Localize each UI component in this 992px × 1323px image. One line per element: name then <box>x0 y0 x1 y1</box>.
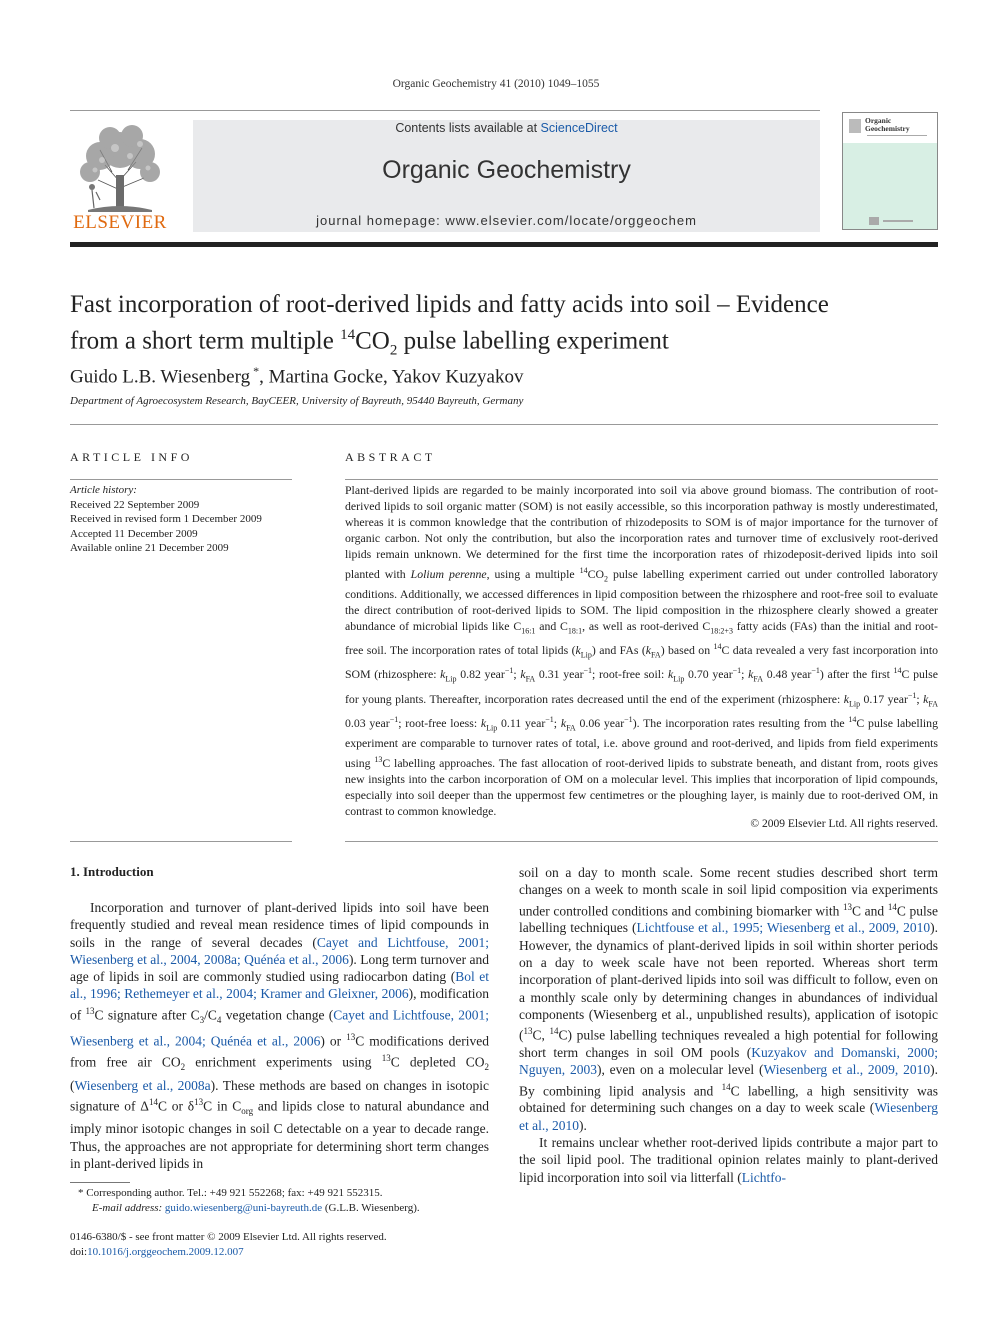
history-online: Available online 21 December 2009 <box>70 542 229 554</box>
abstract-rule <box>345 479 938 480</box>
doi-line <box>70 1245 490 1260</box>
title-line-2-prefix: from a short term multiple <box>70 327 341 355</box>
title-line-2-suffix: pulse labelling experiment <box>397 327 669 355</box>
cover-rule <box>867 135 927 136</box>
footnote-email-line <box>70 1201 490 1216</box>
author-list <box>70 364 930 388</box>
corresponding-mark[interactable]: * <box>250 364 260 378</box>
cover-publisher-mark <box>883 220 913 222</box>
header-bottom-rule <box>70 242 938 247</box>
title-divider <box>70 424 938 425</box>
contents-prefix: Contents lists available at <box>395 121 541 135</box>
title-line-1: Fast incorporation of root-derived lipids and fatty acids into soil – Evidence <box>70 291 829 318</box>
cover-title: Organic Geochemistry <box>865 116 910 133</box>
body-column-right <box>519 864 938 1186</box>
doi-link[interactable]: 10.1016/j.orggeochem.2009.12.007 <box>87 1245 244 1258</box>
title-subscript: 2 <box>389 342 398 359</box>
homepage-url[interactable]: www.elsevier.com/locate/orggeochem <box>445 213 697 228</box>
email-link[interactable]: guido.wiesenberg@uni-bayreuth.de <box>164 1201 323 1214</box>
footnote-corresponding: * Corresponding author. Tel.: +49 921 552268; fax: +49 921 552315. <box>78 1187 383 1199</box>
article-info-heading: ARTICLE INFO <box>70 450 193 464</box>
journal-cover-thumbnail <box>842 112 938 230</box>
abstract-bottom-rule <box>345 841 938 842</box>
body-column-left <box>70 899 489 1172</box>
article-info-rule <box>70 479 292 480</box>
title-co: CO <box>355 327 390 355</box>
email-label: E-mail address: <box>92 1201 165 1214</box>
history-received: Received 22 September 2009 <box>70 498 200 511</box>
journal-reference: Organic Geochemistry 41 (2010) 1049–1055 <box>392 78 600 90</box>
history-title: Article history: <box>70 484 137 496</box>
email-suffix: (G.L.B. Wiesenberg). <box>322 1201 420 1214</box>
article-history <box>70 483 292 556</box>
intro-paragraph-1: Incorporation and turnover of plant-derived lipids into soil have been frequently studied and reveal mean residence times of lipid compounds in soils in the range of several decades (Cayet and Lichtfouse, 2001; Wiesenberg et al., 2004, 2008a; Quénéa et al., 2006). Long term turnover and age of lipids in soil are commonly studied using radiocarbon dating (Bol et al., 1996; Rethemeyer et al., 2004; Kramer and Gleixner, 2006), modification of $^{13}$C signature after $C_3/C_4$ vegetation change (Cayet and Lichtfouse, 2001; Wiesenberg et al., 2004; Quénéa et al., 2006) or $^{13}$C modifications derived from free air $CO_2$ enrichment experiments using $^{13}$C depleted $CO_2$ (Wiesenberg et al., 2008a). These methods are based on changes in isotopic signature of $\Delta^{14}C$ or $\delta^{13}C$ in $C_{org}$ and lipids close to natural abundance and imply minor isotopic changes in soil C detectable on a year to decade range. Thus, the approaches are not appropriate for determining short term changes in plant-derived lipids in <box>70 900 490 1171</box>
publication-meta <box>70 1230 490 1259</box>
abstract-heading: ABSTRACT <box>345 450 436 464</box>
introduction-heading: 1. Introduction <box>70 864 154 879</box>
journal-name: Organic Geochemistry <box>382 156 631 184</box>
title-superscript: 14 <box>340 327 356 343</box>
article-title <box>70 290 930 365</box>
doi-prefix: doi: <box>70 1245 88 1258</box>
contents-line <box>193 121 820 135</box>
elsevier-wordmark: ELSEVIER <box>73 212 167 233</box>
author-1[interactable]: Guido L.B. Wiesenberg <box>70 366 251 388</box>
intro-paragraph-2: It remains unclear whether root-derived lipids contribute a major part to the soil lipid pool. The traditional opinion relates mainly to plant-derived lipid incorporation into soil via litterfall (Lichtfo- <box>519 1134 938 1185</box>
article-info-bottom-rule <box>70 841 292 842</box>
footnote-rule <box>70 1182 130 1183</box>
affiliation: Department of Agroecosystem Research, BayCEER, University of Bayreuth, 95440 Bayreuth, Germany <box>70 395 524 407</box>
history-revised: Received in revised form 1 December 2009 <box>70 513 262 525</box>
cover-publisher-icon <box>869 217 879 225</box>
abstract-copyright: © 2009 Elsevier Ltd. All rights reserved. <box>750 818 938 830</box>
header-top-rule <box>70 110 820 111</box>
abstract-body: Plant-derived lipids are regarded to be mainly incorporated into soil via above ground biomass. The contribution of root-derived lipids to soil organic matter (SOM) is not easily accessible, so this incorporation pathway is mostly underestimated, whereas it is common knowledge that the contribution of rhizodeposits to SOM is of major importance for the turnover of organic carbon. Not only the contribution, but also the incorporation rates and turnover time of exclusively root-derived lipids remain unknown. We determined for the first time the incorporation rates of rhizodeposit-derived lipids into soil planted with Lolium perenne, using a multiple $^{14}CO_2$ pulse labelling experiment carried out under controlled laboratory conditions. Additionally, we accessed differences in lipid composition between the rhizosphere and root-free soil to evaluate the direct contribution of root-derived lipids to SOM. The lipid composition in the rhizosphere clearly showed a greater abundance of microbial lipids like $C_{16:1}$ and $C_{18:1}$, as well as root-derived $C_{18:2+3}$ fatty acids (FAs) than the initial and root-free soil. The incorporation rates of total lipids $(k_{Lip})$ and FAs $(k_{FA})$ based on $^{14}$C data revealed a very fast incorporation into SOM (rhizosphere: $k_{Lip}$ 0.82 year$^{-1}$; $k_{FA}$ 0.31 year$^{-1}$; root-free soil: $k_{Lip}$ 0.70 year$^{-1}$; $k_{FA}$ 0.48 year$^{-1}$) after the first $^{14}$C pulse for young plants. Thereafter, incorporation rates decreased until the end of the experiment (rhizosphere: $k_{Lip}$ 0.17 year$^{-1}$; $k_{FA}$ 0.03 year$^{-1}$; root-free loess: $k_{Lip}$ 0.11 year$^{-1}$; $k_{FA}$ 0.06 year$^{-1}$). The incorporation rates resulting from the $^{14}$C pulse labelling experiment are comparable to turnover rates of total, i.e. above ground and root-derived, and lipids from field experiments using $^{13}$C labelling approaches. The fast allocation of root-derived lipids to substrate beneath, and distant from, roots gives new insights into the carbon incorporation of OM on a molecular level. This implies that incorporation of lipid compounds, especially into soil deeper than the uppermost few centimetres or the ploughing layer, is mainly due to root-derived OM, in contrast to common knowledge. <box>345 483 939 818</box>
homepage-prefix: journal homepage: <box>316 213 446 228</box>
intro-paragraph-1-cont: soil on a day to month scale. Some recent studies described short term changes on a week to month scale in soil lipid composition via experiments under controlled conditions and combining biomarker with $^{13}$C and $^{14}$C pulse labelling techniques (Lichtfouse et al., 1995; Wiesenberg et al., 2009, 2010). However, the dynamics of plant-derived lipids in soil within shorter periods on a day to week scale have not been reported. Whereas short term incorporation of plant-derived lipids into soil was difficult to follow, even on a monthly scale only by determining changes in abundances of individual components (Wiesenberg et al., unpublished results), application of isotopic ($^{13}$C, $^{14}$C) pulse labelling techniques revealed a high potential for following short term changes in soil OM pools (Kuzyakov and Domanski, 2000; Nguyen, 2003), even on a molecular level (Wiesenberg et al., 2009, 2010). By combining lipid analysis and $^{14}$C labelling, a high sensitivity was obtained for determining such changes on a day to week scale (Wiesenberg et al., 2010). <box>519 865 938 1133</box>
journal-homepage <box>193 213 820 228</box>
history-accepted: Accepted 11 December 2009 <box>70 527 198 540</box>
sciencedirect-link[interactable]: ScienceDirect <box>540 121 618 135</box>
other-authors: , Martina Gocke, Yakov Kuzyakov <box>259 366 524 388</box>
footnote <box>70 1186 490 1215</box>
cover-logo-icon <box>849 119 861 133</box>
issn-line: 0146-6380/$ - see front matter © 2009 Elsevier Ltd. All rights reserved. <box>70 1231 387 1243</box>
title-line-2 <box>70 320 930 365</box>
